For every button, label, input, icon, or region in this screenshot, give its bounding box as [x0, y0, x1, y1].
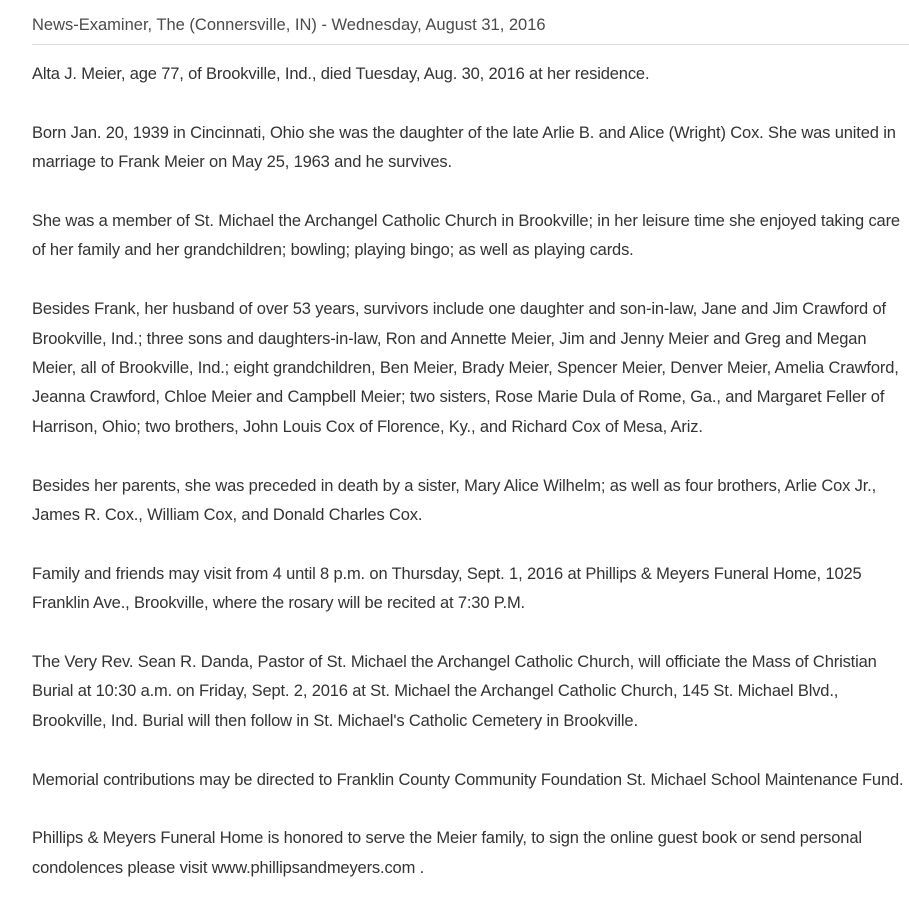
paragraph-death-notice: Alta J. Meier, age 77, of Brookville, Ind., died Tuesday, Aug. 30, 2016 at her residence. — [32, 65, 650, 83]
paragraph-preceded-in-death: Besides her parents, she was preceded in death by a sister, Mary Alice Wilhelm; as well as four brothers, Arlie Cox Jr., James R. Cox., William Cox, and Donald Charles Cox. — [32, 476, 877, 525]
paragraph-memorial-contributions: Memorial contributions may be directed to Franklin County Community Foundation St. Michael School Maintenance Fund. — [32, 770, 904, 789]
obituary-body — [32, 45, 909, 883]
paragraph-birth-marriage: Born Jan. 20, 1939 in Cincinnati, Ohio she was the daughter of the late Arlie B. and Alice (Wright) Cox. She was united in marriage to Frank Meier on May 25, 1963 and he survives. — [32, 123, 896, 172]
paragraph-church-leisure: She was a member of St. Michael the Archangel Catholic Church in Brookville; in her leisure time she enjoyed taking care of her family and her grandchildren; bowling; playing bingo; as well as playing cards. — [32, 212, 900, 260]
paragraph-mass-burial: The Very Rev. Sean R. Danda, Pastor of St. Michael the Archangel Catholic Church, will officiate the Mass of Christian Burial at 10:30 a.m. on Friday, Sept. 2, 2016 at St. Michael the Archangel Catholic Church, 145 St. Michael Blvd., Brookville, Ind. Burial will then follow in St. Michael's Catholic Cemetery in Brookville. — [32, 653, 877, 730]
paragraph-visitation: Family and friends may visit from 4 until 8 p.m. on Thursday, Sept. 1, 2016 at Phillips & Meyers Funeral Home, 1025 Franklin Ave., Brookville, where the rosary will be recited at 7:30 P.M. — [32, 564, 862, 613]
paragraph-guest-book: Phillips & Meyers Funeral Home is honored to serve the Meier family, to sign the online guest book or send personal condolences please visit www.phillipsandmeyers.com . — [32, 829, 862, 877]
paragraph-survivors: Besides Frank, her husband of over 53 years, survivors include one daughter and son-in-law, Jane and Jim Crawford of Brookville, Ind.; three sons and daughters-in-law, Ron and Annette Meier, Jim and Jenny Meier and Greg and Megan Meier, all of Brookville, Ind.; eight grandchildren, Ben Meier, Brady Meier, Spencer Meier, Denver Meier, Amelia Crawford, Jeanna Crawford, Chloe Meier and Campbell Meier; two sisters, Rose Marie Dula of Rome, Ga., and Margaret Feller of Harrison, Ohio; two brothers, John Louis Cox of Florence, Ky., and Richard Cox of Mesa, Ariz. — [32, 300, 899, 436]
obituary-page — [32, 0, 909, 883]
source-dateline: News-Examiner, The (Connersville, IN) - Wednesday, August 31, 2016 — [32, 0, 909, 45]
